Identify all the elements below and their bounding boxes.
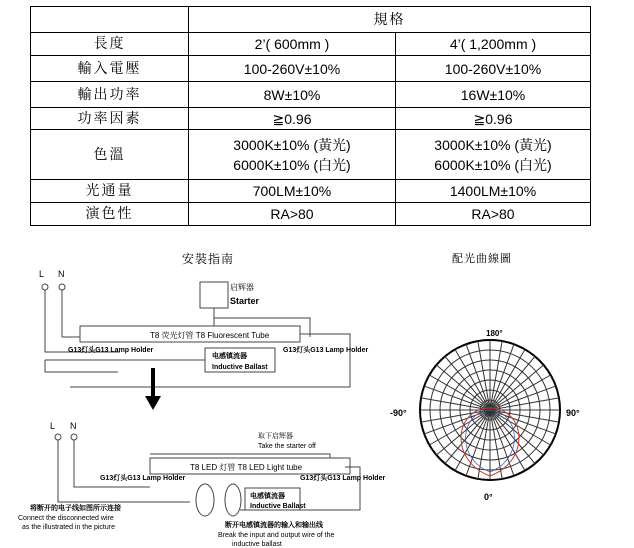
row-label-input-voltage: 輸入電壓	[31, 56, 189, 82]
starter-box	[200, 282, 228, 308]
starter-cn: 启辉器	[230, 283, 254, 292]
row-label-length: 長度	[31, 33, 189, 56]
connect-note-en2: as the illustrated in the picture	[22, 524, 115, 531]
spec-table	[30, 6, 591, 226]
light-distribution-title: 配光曲線圖	[452, 252, 512, 265]
input-voltage-4ft: 100-260V±10%	[396, 56, 591, 82]
break-note-en1: Break the input and output wire of the	[218, 532, 335, 539]
break-note-en2: inductive ballast	[232, 541, 282, 548]
break-circle	[225, 484, 241, 516]
polar-label-left: -90°	[390, 408, 407, 418]
row-label-output-power: 輸出功率	[31, 82, 189, 108]
color-temp-2ft-white: 6000K±10% (白光)	[233, 156, 351, 173]
spec-header-empty	[31, 7, 189, 33]
length-2ft: 2’( 600mm )	[189, 33, 396, 56]
remove-starter-cn: 取下启辉器	[258, 433, 293, 440]
output-power-4ft: 16W±10%	[396, 82, 591, 108]
label-n-top: N	[58, 269, 65, 279]
terminal-l-top	[42, 284, 48, 290]
luminous-flux-2ft: 700LM±10%	[189, 180, 396, 203]
led-tube-label: T8 LED 灯管 T8 LED Light tube	[190, 463, 303, 472]
row-label-power-factor: 功率因素	[31, 108, 189, 130]
power-factor-4ft: ≧0.96	[396, 108, 591, 130]
spec-header: 規格	[189, 7, 591, 33]
color-temp-2ft-warm: 3000K±10% (黃光)	[233, 136, 351, 153]
holder-right-label: G13灯头G13 Lamp Holder	[283, 347, 369, 354]
color-temp-2ft	[189, 130, 396, 180]
power-factor-2ft: ≧0.96	[189, 108, 396, 130]
ballast-en-bottom: Inductive Ballast	[250, 503, 306, 510]
color-temp-4ft	[396, 130, 591, 180]
ballast-cn-top: 电感镇流器	[212, 353, 247, 360]
terminal-n-bottom	[71, 434, 77, 440]
ballast-en-top: Inductive Ballast	[212, 364, 268, 371]
length-4ft: 4’( 1,200mm )	[396, 33, 591, 56]
break-note-cn: 断开电感镇流器的输入和输出线	[225, 522, 323, 529]
color-temp-4ft-warm: 3000K±10% (黃光)	[434, 136, 552, 153]
connect-circle	[196, 484, 214, 516]
holder-right-label-2: G13灯头G13 Lamp Holder	[300, 475, 386, 482]
polar-label-bottom: 0°	[484, 492, 493, 502]
label-n-bottom: N	[70, 421, 77, 431]
ballast-cn-bottom: 电感镇流器	[250, 493, 285, 500]
terminal-l-bottom	[55, 434, 61, 440]
remove-starter-en: Take the starter off	[258, 443, 316, 450]
label-l-top: L	[39, 269, 45, 279]
label-l-bottom: L	[50, 421, 56, 431]
down-arrow-icon	[145, 368, 161, 410]
row-label-luminous-flux: 光通量	[31, 180, 189, 203]
connect-note-en1: Connect the disconnected wire	[18, 515, 114, 522]
holder-left-label-2: G13灯头G13 Lamp Holder	[100, 475, 186, 482]
polar-light-distribution-chart	[380, 300, 620, 510]
cri-2ft: RA>80	[189, 203, 396, 226]
polar-label-top: 180°	[486, 329, 503, 338]
terminal-n-top	[59, 284, 65, 290]
fluorescent-tube-label: T8 荧光灯管 T8 Fluorescent Tube	[150, 331, 270, 340]
holder-left-label: G13灯头G13 Lamp Holder	[68, 347, 154, 354]
luminous-flux-4ft: 1400LM±10%	[396, 180, 591, 203]
polar-label-right: 90°	[566, 408, 580, 418]
output-power-2ft: 8W±10%	[189, 82, 396, 108]
installation-title: 安裝指南	[182, 252, 235, 266]
connect-note-cn: 将断开的电子线如图所示连接	[30, 505, 121, 512]
installation-diagram	[0, 262, 400, 548]
starter-en: Starter	[230, 296, 260, 306]
row-label-color-temp: 色溫	[31, 130, 189, 180]
row-label-cri: 演色性	[31, 203, 189, 226]
input-voltage-2ft: 100-260V±10%	[189, 56, 396, 82]
color-temp-4ft-white: 6000K±10% (白光)	[434, 156, 552, 173]
cri-4ft: RA>80	[396, 203, 591, 226]
